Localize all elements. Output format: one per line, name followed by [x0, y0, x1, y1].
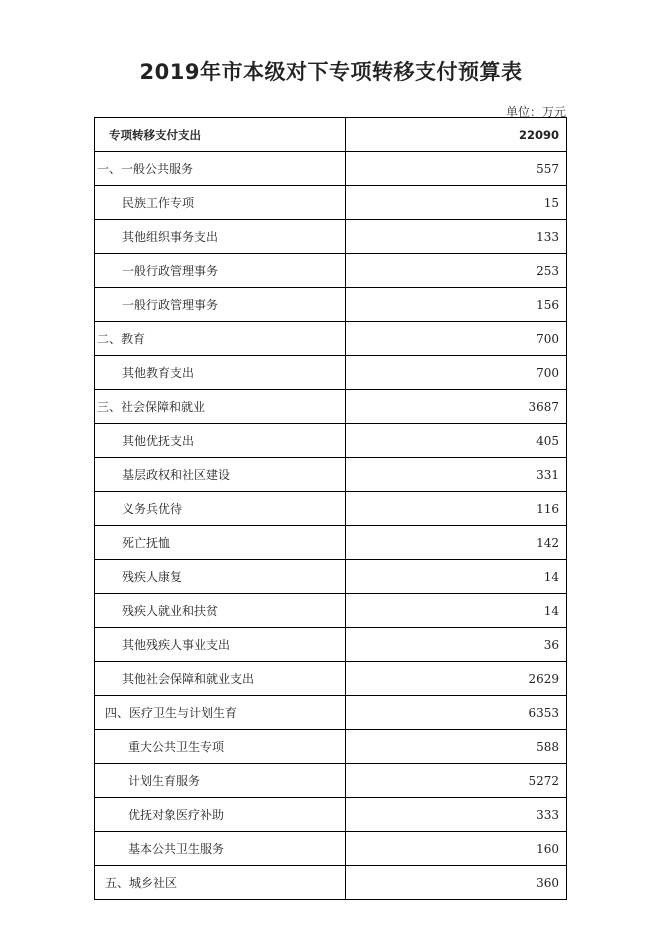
row-value: 557 — [346, 152, 567, 186]
row-value: 3687 — [346, 390, 567, 424]
category-row — [95, 322, 567, 356]
row-label: 义务兵优待 — [95, 492, 346, 526]
row-value: 360 — [346, 866, 567, 900]
row-label: 优抚对象医疗补助 — [95, 798, 346, 832]
row-value: 253 — [346, 254, 567, 288]
row-label: 一般行政管理事务 — [95, 254, 346, 288]
table-row — [95, 730, 567, 764]
row-value: 14 — [346, 560, 567, 594]
row-value: 405 — [346, 424, 567, 458]
row-value: 15 — [346, 186, 567, 220]
table-row — [95, 832, 567, 866]
row-label: 计划生育服务 — [95, 764, 346, 798]
row-value: 160 — [346, 832, 567, 866]
row-value: 5272 — [346, 764, 567, 798]
row-label: 一、一般公共服务 — [95, 152, 346, 186]
table-row — [95, 458, 567, 492]
row-label: 重大公共卫生专项 — [95, 730, 346, 764]
row-label: 其他残疾人事业支出 — [95, 628, 346, 662]
table-row — [95, 594, 567, 628]
row-label: 残疾人康复 — [95, 560, 346, 594]
category-row — [95, 390, 567, 424]
budget-table — [94, 117, 567, 900]
category-row — [95, 152, 567, 186]
row-value: 36 — [346, 628, 567, 662]
row-label: 死亡抚恤 — [95, 526, 346, 560]
row-value: 116 — [346, 492, 567, 526]
row-value: 6353 — [346, 696, 567, 730]
row-value: 14 — [346, 594, 567, 628]
row-value: 331 — [346, 458, 567, 492]
row-label: 基层政权和社区建设 — [95, 458, 346, 492]
row-label: 一般行政管理事务 — [95, 288, 346, 322]
table-row — [95, 356, 567, 390]
unit-label: 单位：万元 — [505, 105, 566, 119]
table-row — [95, 424, 567, 458]
table-row — [95, 628, 567, 662]
row-label: 三、社会保障和就业 — [95, 390, 346, 424]
row-label: 其他组织事务支出 — [95, 220, 346, 254]
table-row — [95, 288, 567, 322]
table-row — [95, 764, 567, 798]
row-label: 基本公共卫生服务 — [95, 832, 346, 866]
row-value: 142 — [346, 526, 567, 560]
category-row — [95, 696, 567, 730]
row-value: 588 — [346, 730, 567, 764]
row-label: 其他社会保障和就业支出 — [95, 662, 346, 696]
row-label: 四、医疗卫生与计划生育 — [95, 696, 346, 730]
table-row — [95, 662, 567, 696]
table-header-row — [95, 118, 567, 152]
row-label: 专项转移支付支出 — [95, 118, 346, 152]
table-row — [95, 186, 567, 220]
page-title: 2019年市本级对下专项转移支付预算表 — [139, 60, 523, 84]
row-value: 133 — [346, 220, 567, 254]
table-row — [95, 526, 567, 560]
category-row — [95, 866, 567, 900]
table-row — [95, 492, 567, 526]
row-value: 700 — [346, 356, 567, 390]
table-row — [95, 560, 567, 594]
row-label: 二、教育 — [95, 322, 346, 356]
row-value: 333 — [346, 798, 567, 832]
row-label: 残疾人就业和扶贫 — [95, 594, 346, 628]
table-row — [95, 254, 567, 288]
row-value: 2629 — [346, 662, 567, 696]
row-value: 700 — [346, 322, 567, 356]
table-row — [95, 798, 567, 832]
row-value: 22090 — [346, 118, 567, 152]
table-row — [95, 220, 567, 254]
row-label: 五、城乡社区 — [95, 866, 346, 900]
row-label: 其他优抚支出 — [95, 424, 346, 458]
row-label: 民族工作专项 — [95, 186, 346, 220]
row-value: 156 — [346, 288, 567, 322]
row-label: 其他教育支出 — [95, 356, 346, 390]
